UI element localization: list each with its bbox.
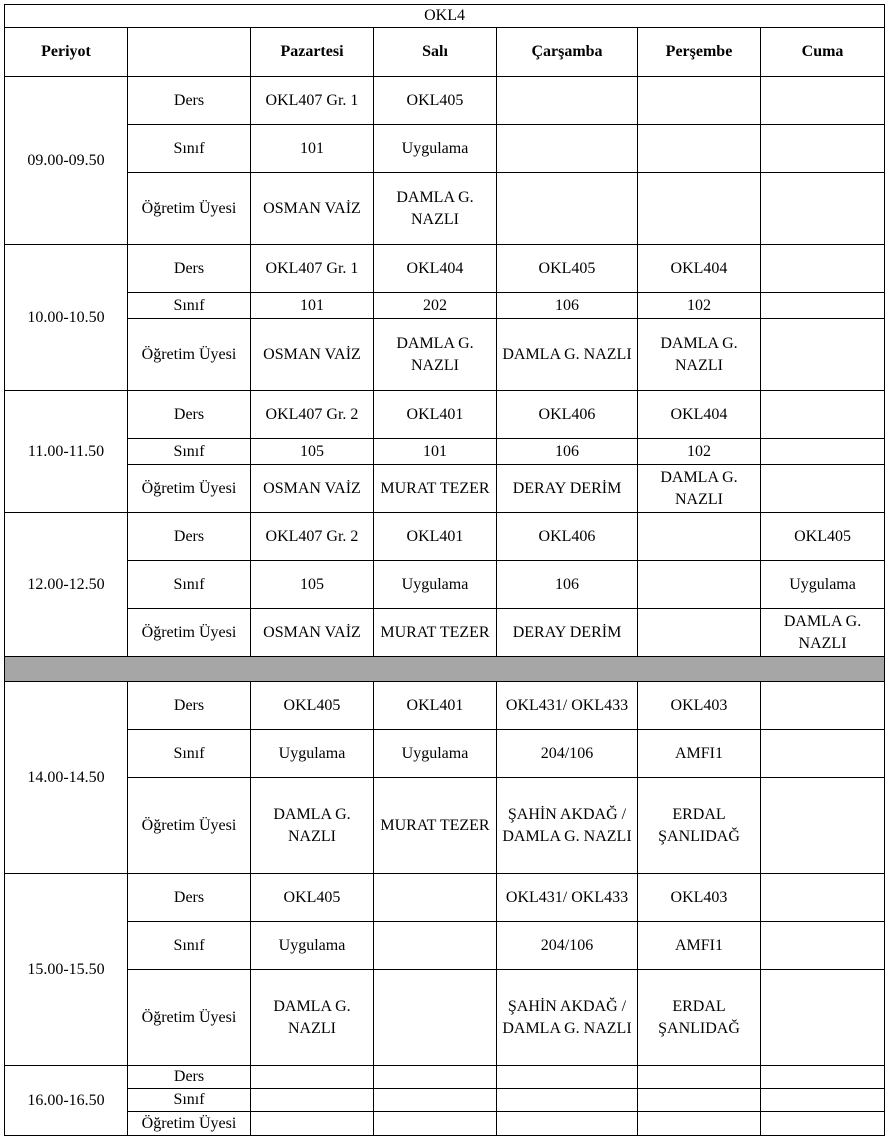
schedule-table <box>4 4 885 1136</box>
cell-ders: OKL405 <box>761 513 885 561</box>
row-label-sinif: Sınıf <box>128 125 251 173</box>
cell-sinif: 101 <box>251 293 374 319</box>
cell-sinif: 102 <box>638 439 761 465</box>
cell-ders: OKL405 <box>251 682 374 730</box>
row-label-ogretim: Öğretim Üyesi <box>128 465 251 513</box>
cell-sinif <box>761 125 885 173</box>
period-time: 15.00-15.50 <box>5 874 128 1066</box>
cell-ogretim: OSMAN VAİZ <box>251 319 374 391</box>
cell-ogretim: DERAY DERİM <box>497 465 638 513</box>
cell-ders <box>761 245 885 293</box>
cell-ogretim <box>761 1112 885 1136</box>
row-label-ders: Ders <box>128 874 251 922</box>
cell-sinif: 102 <box>638 293 761 319</box>
cell-ogretim: DAMLA G. NAZLI <box>761 609 885 657</box>
header-row <box>5 28 885 77</box>
cell-ders: OKL401 <box>374 513 497 561</box>
row-label-ogretim: Öğretim Üyesi <box>128 778 251 874</box>
table-row <box>5 293 885 319</box>
cell-sinif <box>761 922 885 970</box>
cell-sinif: 204/106 <box>497 922 638 970</box>
cell-sinif: 101 <box>251 125 374 173</box>
cell-ogretim <box>638 609 761 657</box>
table-row <box>5 682 885 730</box>
cell-ders <box>761 391 885 439</box>
table-row <box>5 439 885 465</box>
cell-sinif: 101 <box>374 439 497 465</box>
cell-ogretim <box>497 1112 638 1136</box>
cell-sinif: 106 <box>497 439 638 465</box>
cell-ders: OKL407 Gr. 1 <box>251 77 374 125</box>
cell-sinif <box>638 561 761 609</box>
row-label-sinif: Sınıf <box>128 439 251 465</box>
cell-sinif: Uygulama <box>251 922 374 970</box>
cell-ders <box>761 682 885 730</box>
cell-ogretim: DAMLA G. NAZLI <box>638 319 761 391</box>
period-time: 12.00-12.50 <box>5 513 128 657</box>
cell-ders: OKL404 <box>638 245 761 293</box>
cell-ogretim: DAMLA G. NAZLI <box>374 319 497 391</box>
cell-ders <box>374 874 497 922</box>
table-row <box>5 609 885 657</box>
cell-ogretim <box>638 1112 761 1136</box>
title-row <box>5 5 885 28</box>
cell-ogretim: DERAY DERİM <box>497 609 638 657</box>
table-row <box>5 391 885 439</box>
table-row <box>5 125 885 173</box>
table-row <box>5 561 885 609</box>
cell-ders: OKL431/ OKL433 <box>497 682 638 730</box>
cell-ogretim <box>761 465 885 513</box>
cell-ogretim: DAMLA G. NAZLI <box>374 173 497 245</box>
table-row <box>5 970 885 1066</box>
cell-ders <box>497 1066 638 1089</box>
row-label-ders: Ders <box>128 1066 251 1089</box>
row-label-ders: Ders <box>128 391 251 439</box>
cell-ders: OKL407 Gr. 1 <box>251 245 374 293</box>
table-row <box>5 513 885 561</box>
cell-ogretim <box>761 970 885 1066</box>
cell-ders: OKL407 Gr. 2 <box>251 513 374 561</box>
table-row <box>5 1112 885 1136</box>
cell-sinif: 106 <box>497 561 638 609</box>
cell-sinif <box>251 1089 374 1112</box>
table-row <box>5 778 885 874</box>
cell-sinif <box>638 1089 761 1112</box>
table-row <box>5 77 885 125</box>
cell-ders <box>761 77 885 125</box>
cell-ogretim <box>761 173 885 245</box>
cell-sinif <box>761 1089 885 1112</box>
table-row <box>5 1089 885 1112</box>
table-row <box>5 922 885 970</box>
cell-ders: OKL404 <box>374 245 497 293</box>
header-day-friday: Cuma <box>761 28 885 77</box>
cell-ogretim: DAMLA G. NAZLI <box>497 319 638 391</box>
table-row <box>5 465 885 513</box>
cell-ders: OKL406 <box>497 513 638 561</box>
header-day-wednesday: Çarşamba <box>497 28 638 77</box>
cell-ders: OKL431/ OKL433 <box>497 874 638 922</box>
cell-ogretim <box>497 173 638 245</box>
row-label-sinif: Sınıf <box>128 1089 251 1112</box>
cell-ders: OKL403 <box>638 874 761 922</box>
schedule-title: OKL4 <box>5 5 885 28</box>
table-row <box>5 245 885 293</box>
cell-ders <box>251 1066 374 1089</box>
row-label-sinif: Sınıf <box>128 293 251 319</box>
cell-ders: OKL404 <box>638 391 761 439</box>
cell-sinif: 204/106 <box>497 730 638 778</box>
row-label-sinif: Sınıf <box>128 922 251 970</box>
cell-ders <box>638 1066 761 1089</box>
cell-sinif: AMFI1 <box>638 922 761 970</box>
cell-ogretim: DAMLA G. NAZLI <box>251 970 374 1066</box>
cell-sinif <box>497 1089 638 1112</box>
cell-ogretim <box>761 319 885 391</box>
header-period: Periyot <box>5 28 128 77</box>
cell-ders: OKL407 Gr. 2 <box>251 391 374 439</box>
row-label-ogretim: Öğretim Üyesi <box>128 319 251 391</box>
row-label-ogretim: Öğretim Üyesi <box>128 1112 251 1136</box>
period-time: 11.00-11.50 <box>5 391 128 513</box>
cell-ogretim: DAMLA G. NAZLI <box>251 778 374 874</box>
row-label-ders: Ders <box>128 77 251 125</box>
cell-sinif: AMFI1 <box>638 730 761 778</box>
cell-ders: OKL405 <box>497 245 638 293</box>
cell-ogretim: OSMAN VAİZ <box>251 465 374 513</box>
cell-sinif <box>374 1089 497 1112</box>
cell-sinif: Uygulama <box>761 561 885 609</box>
cell-ders <box>374 1066 497 1089</box>
cell-ders: OKL406 <box>497 391 638 439</box>
cell-sinif: Uygulama <box>374 561 497 609</box>
break-row <box>5 657 885 682</box>
cell-sinif: 105 <box>251 439 374 465</box>
cell-ogretim: DAMLA G. NAZLI <box>638 465 761 513</box>
period-time: 09.00-09.50 <box>5 77 128 245</box>
cell-sinif: 105 <box>251 561 374 609</box>
cell-sinif: 202 <box>374 293 497 319</box>
cell-ogretim: MURAT TEZER <box>374 465 497 513</box>
row-label-ders: Ders <box>128 245 251 293</box>
cell-ogretim: OSMAN VAİZ <box>251 609 374 657</box>
cell-ogretim <box>374 1112 497 1136</box>
cell-ders <box>638 77 761 125</box>
cell-ogretim: ERDAL ŞANLIDAĞ <box>638 778 761 874</box>
row-label-ogretim: Öğretim Üyesi <box>128 173 251 245</box>
header-day-monday: Pazartesi <box>251 28 374 77</box>
period-time: 10.00-10.50 <box>5 245 128 391</box>
cell-sinif <box>374 922 497 970</box>
cell-ogretim: MURAT TEZER <box>374 778 497 874</box>
row-label-ogretim: Öğretim Üyesi <box>128 609 251 657</box>
period-time: 14.00-14.50 <box>5 682 128 874</box>
cell-ogretim: ERDAL ŞANLIDAĞ <box>638 970 761 1066</box>
cell-ders <box>761 874 885 922</box>
cell-sinif: Uygulama <box>374 730 497 778</box>
cell-ders: OKL401 <box>374 682 497 730</box>
row-label-ders: Ders <box>128 513 251 561</box>
cell-ders <box>761 1066 885 1089</box>
cell-ders: OKL403 <box>638 682 761 730</box>
cell-ders <box>638 513 761 561</box>
period-time: 16.00-16.50 <box>5 1066 128 1136</box>
header-blank <box>128 28 251 77</box>
cell-sinif: 106 <box>497 293 638 319</box>
table-row <box>5 874 885 922</box>
cell-ders <box>497 77 638 125</box>
table-row <box>5 730 885 778</box>
cell-ders: OKL405 <box>251 874 374 922</box>
cell-ogretim <box>761 778 885 874</box>
row-label-ogretim: Öğretim Üyesi <box>128 970 251 1066</box>
cell-ogretim: ŞAHİN AKDAĞ / DAMLA G. NAZLI <box>497 778 638 874</box>
table-row <box>5 1066 885 1089</box>
cell-ders: OKL405 <box>374 77 497 125</box>
cell-ogretim: OSMAN VAİZ <box>251 173 374 245</box>
header-day-tuesday: Salı <box>374 28 497 77</box>
cell-sinif <box>761 730 885 778</box>
cell-sinif <box>638 125 761 173</box>
header-day-thursday: Perşembe <box>638 28 761 77</box>
cell-ders: OKL401 <box>374 391 497 439</box>
table-row <box>5 173 885 245</box>
cell-ogretim: MURAT TEZER <box>374 609 497 657</box>
lunch-break-bar <box>5 657 885 682</box>
cell-sinif <box>761 439 885 465</box>
cell-ogretim: ŞAHİN AKDAĞ / DAMLA G. NAZLI <box>497 970 638 1066</box>
cell-ogretim <box>374 970 497 1066</box>
row-label-sinif: Sınıf <box>128 730 251 778</box>
row-label-ders: Ders <box>128 682 251 730</box>
cell-ogretim <box>638 173 761 245</box>
cell-sinif <box>761 293 885 319</box>
table-row <box>5 319 885 391</box>
cell-sinif <box>497 125 638 173</box>
cell-ogretim <box>251 1112 374 1136</box>
row-label-sinif: Sınıf <box>128 561 251 609</box>
cell-sinif: Uygulama <box>251 730 374 778</box>
cell-sinif: Uygulama <box>374 125 497 173</box>
